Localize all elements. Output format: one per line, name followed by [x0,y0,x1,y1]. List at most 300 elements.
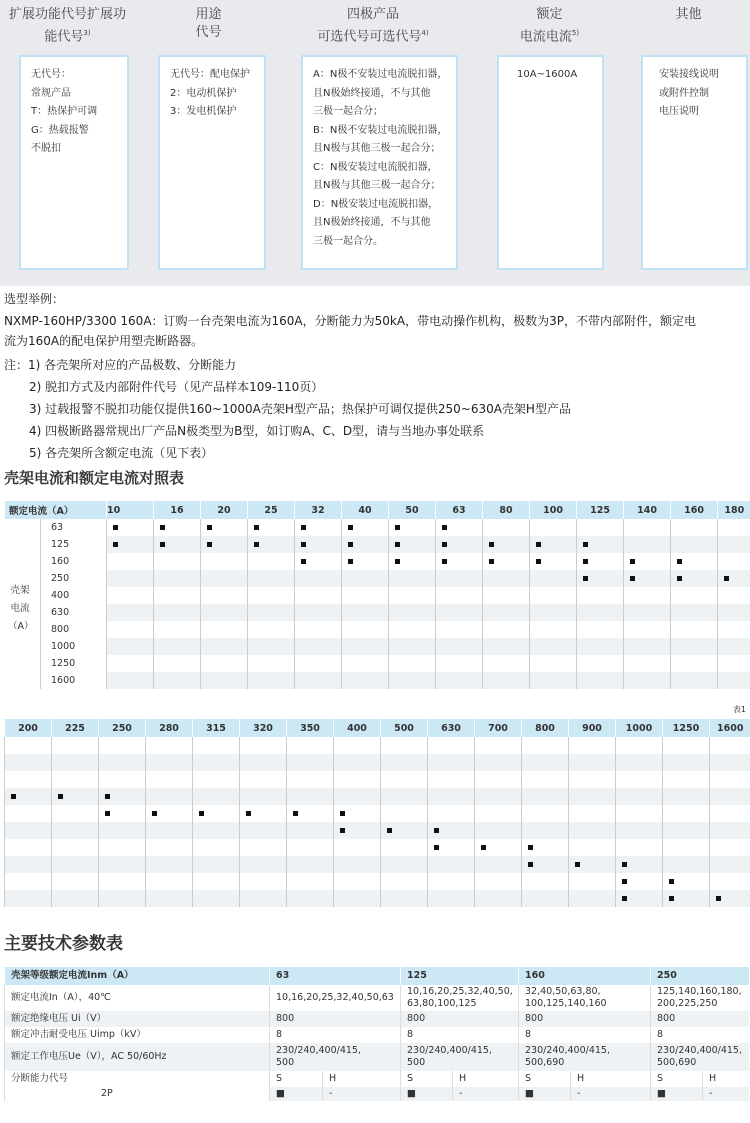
availability-mark [583,559,588,564]
availability-cell [569,788,616,805]
availability-cell [710,754,750,771]
availability-cell [248,536,295,553]
availability-cell [710,890,750,907]
availability-cell [381,839,428,856]
availability-cell [240,856,287,873]
availability-cell [295,621,342,638]
availability-cell [342,672,389,689]
availability-cell [52,856,99,873]
availability-cell [569,856,616,873]
availability-cell [522,805,569,822]
availability-mark [528,845,533,850]
option-box-5 [641,55,748,270]
rated-current-header: 16 [154,501,201,519]
breaking-code: S [519,1071,571,1087]
params-value: 800 [519,1011,651,1027]
availability-cell [52,890,99,907]
availability-cell [295,553,342,570]
params-value: 800 [270,1011,401,1027]
availability-cell [710,856,750,873]
column-header-1 [4,6,131,46]
rated-current-header: 630 [428,719,475,737]
params-row-label: 额定冲击耐受电压 Uimp（kV） [5,1027,270,1043]
availability-cell [522,873,569,890]
shell-label-spacer [5,553,41,570]
availability-cell [334,788,381,805]
shell-current-table-part2 [4,719,750,907]
breaking-code: H [323,1071,401,1087]
availability-cell [671,519,718,536]
availability-cell [522,754,569,771]
availability-mark [395,559,400,564]
params-value: 230/240,400/415, 500,690 [519,1043,651,1071]
params-value: 230/240,400/415, 500 [401,1043,519,1071]
availability-cell [381,771,428,788]
availability-cell [389,570,436,587]
availability-mark [583,542,588,547]
availability-cell [577,604,624,621]
rated-current-header: 160 [671,501,718,519]
availability-cell [154,587,201,604]
pole-availability: ■ [651,1087,703,1101]
availability-cell [334,873,381,890]
availability-mark [113,525,118,530]
rated-current-header: 50 [389,501,436,519]
availability-cell [107,638,154,655]
availability-cell [193,890,240,907]
availability-cell [99,822,146,839]
availability-cell [240,873,287,890]
availability-cell [475,839,522,856]
availability-cell [240,839,287,856]
breaking-code: H [571,1071,651,1087]
column-header-line: 其他 [675,7,702,22]
availability-cell [99,771,146,788]
availability-cell [718,553,750,570]
availability-cell [381,737,428,754]
availability-cell [295,672,342,689]
availability-cell [201,638,248,655]
shell-current-value: 400 [41,587,107,604]
availability-cell [624,655,671,672]
availability-cell [569,737,616,754]
params-value: 8 [651,1027,749,1043]
availability-cell [436,672,483,689]
availability-cell [201,621,248,638]
availability-cell [428,873,475,890]
availability-cell [616,873,663,890]
option-line: 常规产品 [31,87,71,99]
availability-cell [483,672,530,689]
availability-cell [381,754,428,771]
availability-cell [663,839,710,856]
selection-code-panel [0,0,750,286]
availability-cell [569,839,616,856]
availability-cell [201,519,248,536]
availability-mark [442,559,447,564]
breaking-code: S [401,1071,453,1087]
availability-cell [616,839,663,856]
availability-cell [334,771,381,788]
availability-cell [193,771,240,788]
availability-cell [5,805,52,822]
rated-current-header: 200 [5,719,52,737]
availability-cell [436,570,483,587]
availability-cell [475,890,522,907]
availability-mark [301,559,306,564]
pole-availability: ■ [270,1087,323,1101]
availability-mark [254,525,259,530]
availability-cell [193,873,240,890]
availability-cell [483,638,530,655]
availability-mark [536,542,541,547]
availability-cell [671,570,718,587]
availability-cell [334,805,381,822]
availability-cell [240,737,287,754]
availability-cell [577,519,624,536]
availability-cell [577,638,624,655]
availability-cell [671,587,718,604]
availability-cell [154,621,201,638]
availability-mark [301,525,306,530]
availability-cell [334,839,381,856]
availability-cell [663,822,710,839]
availability-mark [58,794,63,799]
availability-cell [248,570,295,587]
column-header-3 [283,6,463,46]
availability-cell [240,754,287,771]
availability-cell [193,737,240,754]
availability-cell [154,672,201,689]
params-row-label: 额定电流In（A），40℃ [5,985,270,1011]
shell-current-value: 1000 [41,638,107,655]
rated-current-header: 32 [295,501,342,519]
availability-cell [107,587,154,604]
availability-cell [663,805,710,822]
availability-cell [522,839,569,856]
availability-cell [663,890,710,907]
availability-cell [99,754,146,771]
note-4: 4) 四极断路器常规出厂产品N极类型为B型，如订购A、C、D型，请与当地办事处联系 [29,424,485,438]
rated-current-header: 500 [381,719,428,737]
availability-cell [475,754,522,771]
availability-cell [52,737,99,754]
option-line: G：热载报警 [31,124,89,136]
availability-cell [522,890,569,907]
availability-mark [677,576,682,581]
params-value: 8 [519,1027,651,1043]
availability-cell [334,754,381,771]
option-line: 电压说明 [659,106,699,117]
shell-current-value: 1250 [41,655,107,672]
rated-current-header: 180 [718,501,750,519]
availability-cell [616,856,663,873]
availability-cell [530,536,577,553]
availability-cell [193,788,240,805]
availability-cell [389,553,436,570]
availability-cell [146,737,193,754]
availability-mark [489,542,494,547]
availability-cell [52,754,99,771]
availability-cell [154,655,201,672]
note-3: 3) 过载报警不脱扣功能仅提供160~1000A壳架H型产品；热保护可调仅提供250~630A壳架H型产品 [29,402,571,416]
params-header-shell: 63 [270,967,401,985]
availability-mark [207,525,212,530]
rated-current-header: 315 [193,719,240,737]
availability-cell [248,638,295,655]
option-line: 或附件控制 [659,87,709,99]
availability-mark [536,559,541,564]
availability-cell [295,536,342,553]
availability-cell [295,570,342,587]
availability-cell [240,890,287,907]
availability-cell [436,519,483,536]
availability-cell [475,805,522,822]
availability-cell [428,788,475,805]
availability-cell [718,587,750,604]
params-value: 32,40,50,63,80, 100,125,140,160 [519,985,651,1011]
availability-cell [201,604,248,621]
availability-cell [389,587,436,604]
availability-cell [475,771,522,788]
availability-cell [530,553,577,570]
availability-mark [340,811,345,816]
availability-mark [11,794,16,799]
availability-cell [240,822,287,839]
rated-current-header: 20 [201,501,248,519]
availability-cell [107,655,154,672]
availability-cell [530,570,577,587]
availability-cell [616,805,663,822]
params-value: 230/240,400/415, 500 [270,1043,401,1071]
availability-mark [152,811,157,816]
availability-mark [348,559,353,564]
availability-cell [107,570,154,587]
availability-cell [671,604,718,621]
option-line: 无代号： [31,69,71,80]
availability-cell [522,737,569,754]
availability-cell [99,890,146,907]
availability-cell [287,890,334,907]
availability-cell [295,519,342,536]
availability-mark [669,879,674,884]
availability-cell [483,536,530,553]
availability-cell [342,655,389,672]
availability-cell [718,621,750,638]
shell-label-spacer [5,638,41,655]
breaking-capacity-label: 分断能力代号 [5,1071,270,1087]
footnote-marker: 5) [571,29,580,37]
availability-cell [663,737,710,754]
params-value: 125,140,160,180, 200,225,250 [651,985,749,1011]
availability-cell [381,822,428,839]
availability-mark [528,862,533,867]
rated-current-header: 10 [107,501,154,519]
availability-cell [522,822,569,839]
availability-cell [577,672,624,689]
availability-cell [483,553,530,570]
availability-cell [107,519,154,536]
column-header-line: 额定 [536,7,563,22]
availability-cell [663,754,710,771]
option-line: 2：电动机保护 [170,87,237,99]
availability-cell [428,754,475,771]
availability-cell [201,672,248,689]
availability-cell [146,873,193,890]
availability-mark [575,862,580,867]
availability-cell [287,856,334,873]
availability-cell [530,621,577,638]
availability-cell [342,604,389,621]
availability-cell [569,822,616,839]
availability-cell [436,536,483,553]
availability-cell [577,621,624,638]
column-header-line: 四极产品 [346,7,399,22]
availability-cell [287,822,334,839]
availability-cell [436,587,483,604]
availability-cell [475,873,522,890]
availability-cell [342,536,389,553]
availability-cell [530,638,577,655]
availability-cell [342,553,389,570]
availability-cell [5,822,52,839]
availability-mark [481,845,486,850]
availability-cell [616,754,663,771]
option-line: T：热保护可调 [31,106,98,117]
availability-cell [718,672,750,689]
availability-mark [395,542,400,547]
availability-cell [154,536,201,553]
shell-current-value: 800 [41,621,107,638]
availability-cell [577,570,624,587]
availability-cell [663,873,710,890]
availability-cell [624,672,671,689]
availability-cell [201,655,248,672]
availability-mark [622,879,627,884]
params-value: 10,16,20,25,32,40,50, 63,80,100,125 [401,985,519,1011]
availability-cell [295,655,342,672]
availability-cell [201,587,248,604]
option-line: 三极一起合分。 [313,235,383,247]
breaking-code: H [703,1071,749,1087]
availability-cell [428,890,475,907]
availability-cell [389,672,436,689]
availability-cell [146,822,193,839]
availability-cell [201,536,248,553]
availability-mark [630,576,635,581]
availability-cell [428,856,475,873]
shell-label-spacer [5,519,41,536]
availability-cell [671,536,718,553]
tech-params-table [4,967,749,1101]
availability-cell [295,604,342,621]
availability-cell [624,536,671,553]
pole-availability: - [453,1087,519,1101]
availability-cell [248,621,295,638]
availability-cell [577,587,624,604]
option-line: 且N极始终接通，不与其他 [313,87,431,99]
params-value: 10,16,20,25,32,40,50,63 [270,985,401,1011]
corner-label: 额定电流（A） [5,501,107,519]
footnote-marker: 3) [83,29,91,37]
availability-cell [107,536,154,553]
availability-cell [624,553,671,570]
params-value: 8 [270,1027,401,1043]
availability-cell [334,822,381,839]
availability-cell [483,570,530,587]
example-heading: 选型举例： [4,292,65,306]
column-header-line: 扩展功能代号扩展功能代号$^{3)}$ [8,7,127,45]
availability-cell [146,856,193,873]
availability-cell [193,839,240,856]
availability-cell [389,604,436,621]
availability-cell [569,805,616,822]
column-header-line: 用途 [195,7,222,22]
availability-cell [5,890,52,907]
footnote-marker: 4) [421,29,429,37]
availability-cell [436,655,483,672]
option-line: 且N极始终接通，不与其他 [313,217,431,228]
option-box-3 [301,55,458,270]
availability-mark [293,811,298,816]
shell-label-spacer [5,655,41,672]
availability-cell [475,737,522,754]
availability-mark [348,542,353,547]
availability-cell [342,621,389,638]
rated-current-header: 1600 [710,719,750,737]
availability-mark [442,542,447,547]
availability-cell [483,587,530,604]
availability-cell [428,805,475,822]
availability-mark [246,811,251,816]
availability-cell [287,737,334,754]
availability-mark [105,794,110,799]
availability-mark [113,542,118,547]
availability-mark [716,896,721,901]
column-header-line: 可选代号可选代号$^{4)}$ [317,29,429,45]
option-line: 且N极与其他三极一起合分； [313,143,441,154]
availability-mark [199,811,204,816]
availability-mark [434,845,439,850]
availability-cell [710,805,750,822]
availability-cell [99,873,146,890]
availability-cell [107,672,154,689]
availability-cell [624,519,671,536]
availability-cell [146,805,193,822]
availability-cell [154,553,201,570]
availability-mark [677,559,682,564]
availability-mark [340,828,345,833]
availability-cell [146,839,193,856]
availability-cell [248,553,295,570]
availability-cell [5,788,52,805]
params-value: 800 [651,1011,749,1027]
availability-cell [248,519,295,536]
availability-cell [334,856,381,873]
availability-cell [671,672,718,689]
availability-cell [146,771,193,788]
availability-cell [107,604,154,621]
shell-current-value: 63 [41,519,107,536]
availability-cell [342,519,389,536]
availability-cell [52,788,99,805]
availability-cell [483,655,530,672]
availability-cell [389,638,436,655]
availability-mark [207,542,212,547]
availability-cell [381,890,428,907]
rated-current-header: 225 [52,719,99,737]
availability-mark [160,542,165,547]
